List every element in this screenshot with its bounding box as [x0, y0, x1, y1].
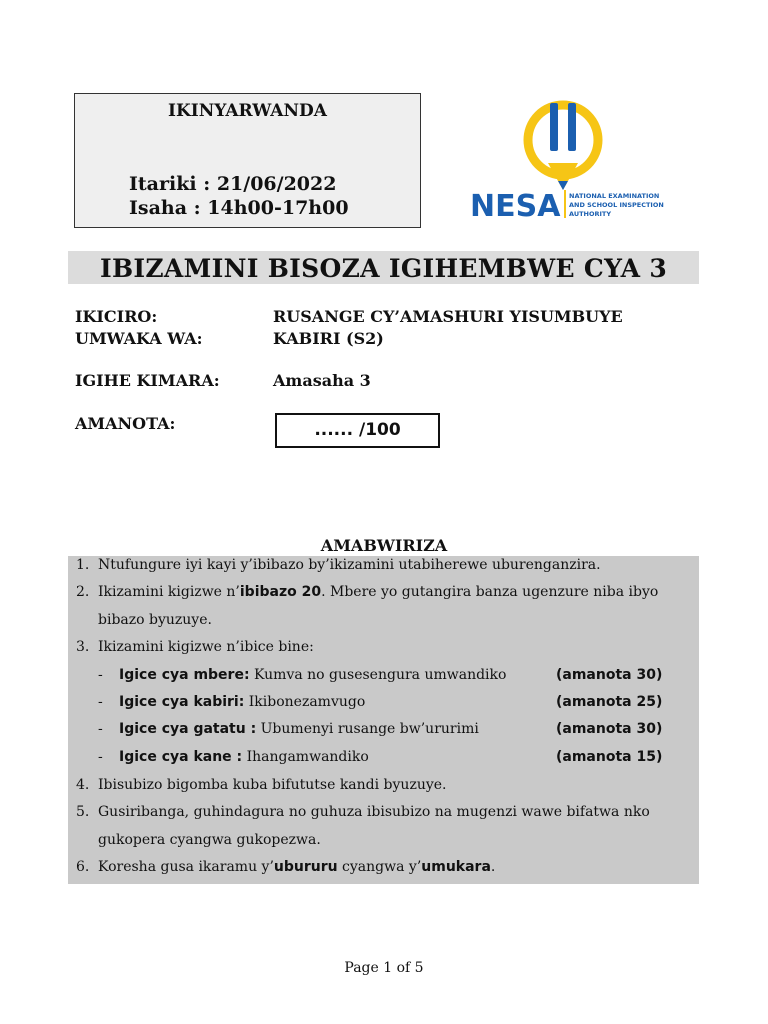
- subject-title: IKINYARWANDA: [168, 101, 327, 121]
- exam-title: IBIZAMINI BISOZA IGIHEMBWE CYA 3: [68, 251, 699, 284]
- section-4: Igice cya kane : Ihangamwandiko: [119, 749, 369, 765]
- instruction-4: Ibisubizo bigomba kuba bifututse kandi byuzuye.: [98, 777, 447, 793]
- logo-stripe-right: [568, 103, 576, 151]
- list-number: 6.: [76, 859, 90, 875]
- section-3-points: (amanota 30): [556, 721, 663, 737]
- bullet-dash: -: [98, 721, 103, 737]
- list-number: 5.: [76, 804, 90, 820]
- instructions-title: AMABWIRIZA: [320, 536, 448, 555]
- section-3: Igice cya gatatu : Ubumenyi rusange bw’ururimi: [119, 721, 479, 737]
- level-label-1: IKICIRO:: [75, 307, 158, 326]
- instruction-1: Ntufungure iyi kayi y’ibibazo by’ikizamini utabiherewe uburenganzira.: [98, 557, 601, 573]
- section-1: Igice cya mbere: Kumva no gusesengura umwandiko: [119, 667, 507, 683]
- duration-value: Amasaha 3: [273, 371, 371, 390]
- section-2: Igice cya kabiri: Ikibonezamvugo: [119, 694, 366, 710]
- marks-label: AMANOTA:: [75, 414, 176, 433]
- instruction-2: Ikizamini kigizwe n’ibibazo 20. Mbere yo gutangira banza ugenzure niba ibyo: [98, 584, 659, 600]
- section-4-points: (amanota 15): [556, 749, 663, 765]
- level-value-1: RUSANGE CY’AMASHURI YISUMBUYE: [273, 307, 623, 326]
- logo-stripe-left: [550, 103, 558, 151]
- list-number: 1.: [76, 557, 90, 573]
- logo-brand-text: NESA: [470, 189, 561, 224]
- page-footer: Page 1 of 5: [344, 960, 424, 976]
- header-box: [74, 93, 421, 228]
- level-label-2: UMWAKA WA:: [75, 329, 203, 348]
- list-number: 4.: [76, 777, 90, 793]
- instruction-6: Koresha gusa ikaramu y’ubururu cyangwa y’umukara.: [98, 859, 496, 875]
- bullet-dash: -: [98, 667, 103, 683]
- logo-tagline-2: AND SCHOOL INSPECTION: [569, 201, 664, 209]
- instruction-2-cont: bibazo byuzuye.: [98, 612, 212, 628]
- instruction-5-cont: gukopera cyangwa gukopezwa.: [98, 832, 321, 848]
- bullet-dash: -: [98, 694, 103, 710]
- list-number: 3.: [76, 639, 90, 655]
- duration-label: IGIHE KIMARA:: [75, 371, 220, 390]
- instruction-3: Ikizamini kigizwe n’ibice bine:: [98, 639, 314, 655]
- logo-tagline-1: NATIONAL EXAMINATION: [569, 192, 660, 200]
- list-number: 2.: [76, 584, 90, 600]
- bullet-dash: -: [98, 749, 103, 765]
- level-value-2: KABIRI (S2): [273, 329, 384, 348]
- logo-tagline-3: AUTHORITY: [569, 210, 612, 218]
- section-2-points: (amanota 25): [556, 694, 663, 710]
- instruction-5: Gusiribanga, guhindagura no guhuza ibisubizo na mugenzi wawe bifatwa nko: [98, 804, 650, 820]
- exam-date: Itariki : 21/06/2022: [129, 173, 337, 195]
- nesa-logo: [470, 95, 670, 225]
- section-1-points: (amanota 30): [556, 667, 663, 683]
- marks-box: ...... /100: [275, 413, 440, 448]
- exam-time: Isaha : 14h00-17h00: [129, 197, 349, 219]
